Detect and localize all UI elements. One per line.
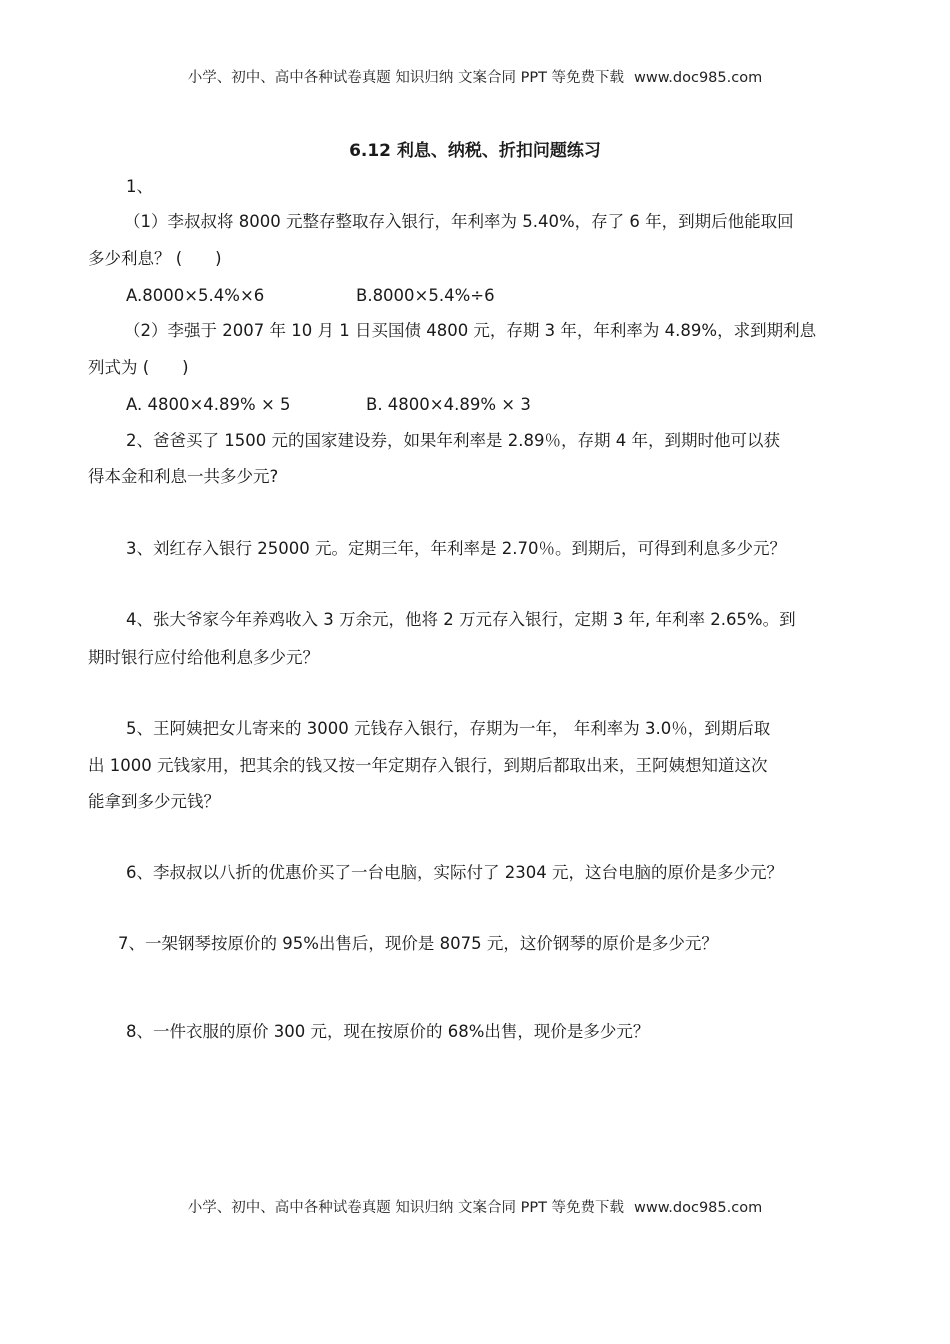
q1-label: 1、: [126, 177, 153, 196]
q1-part1-line2: 多少利息？ ( ): [88, 249, 222, 268]
q7-line1: 7、一架钢琴按原价的 95%出售后，现价是 8075 元，这价钢琴的原价是多少元？: [118, 934, 718, 953]
q1-part2-line2: 列式为 ( ): [88, 358, 189, 377]
q1-part1-option-b: B.8000×5.4%÷6: [356, 286, 495, 305]
footer-url[interactable]: www.doc985.com: [634, 1200, 763, 1216]
q3-line1: 3、刘红存入银行 25000 元。定期三年，年利率是 2.70％。到期后，可得到利息多少元？: [126, 539, 786, 558]
q1-part1-line1: （1）李叔叔将 8000 元整存整取存入银行，年利率为 5.40%，存了 6 年，到期后他能取回: [124, 212, 794, 231]
q6-line1: 6、李叔叔以八折的优惠价买了一台电脑，实际付了 2304 元，这台电脑的原价是多少元？: [126, 863, 783, 882]
q5-line3: 能拿到多少元钱？: [88, 792, 220, 811]
q1-part2-option-a: A. 4800×4.89% × 5: [126, 395, 291, 414]
q1-part1-option-a: A.8000×5.4%×6: [126, 286, 265, 305]
q4-line1: 4、张大爷家今年养鸡收入 3 万余元，他将 2 万元存入银行，定期 3 年, 年利率 2.65%。到: [126, 610, 796, 629]
page-title: 6.12 利息、纳税、折扣问题练习: [349, 141, 601, 161]
q4-line2: 期时银行应付给他利息多少元？: [88, 648, 319, 667]
footer-text: 小学、初中、高中各种试卷真题 知识归纳 文案合同 PPT 等免费下载: [187, 1200, 625, 1216]
page-footer: [0, 1196, 950, 1217]
q5-line1: 5、王阿姨把女儿寄来的 3000 元钱存入银行，存期为一年， 年利率为 3.0％，到期后取: [126, 719, 771, 738]
q2-line2: 得本金和利息一共多少元?: [88, 467, 279, 486]
q2-line1: 2、爸爸买了 1500 元的国家建设券，如果年利率是 2.89％，存期 4 年，到期时他可以获: [126, 431, 780, 450]
q8-line1: 8、一件衣服的原价 300 元，现在按原价的 68%出售，现价是多少元？: [126, 1022, 650, 1041]
header-text: 小学、初中、高中各种试卷真题 知识归纳 文案合同 PPT 等免费下载: [187, 70, 625, 86]
q5-line2: 出 1000 元钱家用，把其余的钱又按一年定期存入银行，到期后都取出来，王阿姨想知道这次: [88, 756, 768, 775]
q1-part2-option-b: B. 4800×4.89% × 3: [366, 395, 531, 414]
page-header: [0, 66, 950, 87]
header-url[interactable]: www.doc985.com: [634, 70, 763, 86]
q1-part2-line1: （2）李强于 2007 年 10 月 1 日买国债 4800 元，存期 3 年，年利率为 4.89%，求到期利息: [124, 321, 817, 340]
